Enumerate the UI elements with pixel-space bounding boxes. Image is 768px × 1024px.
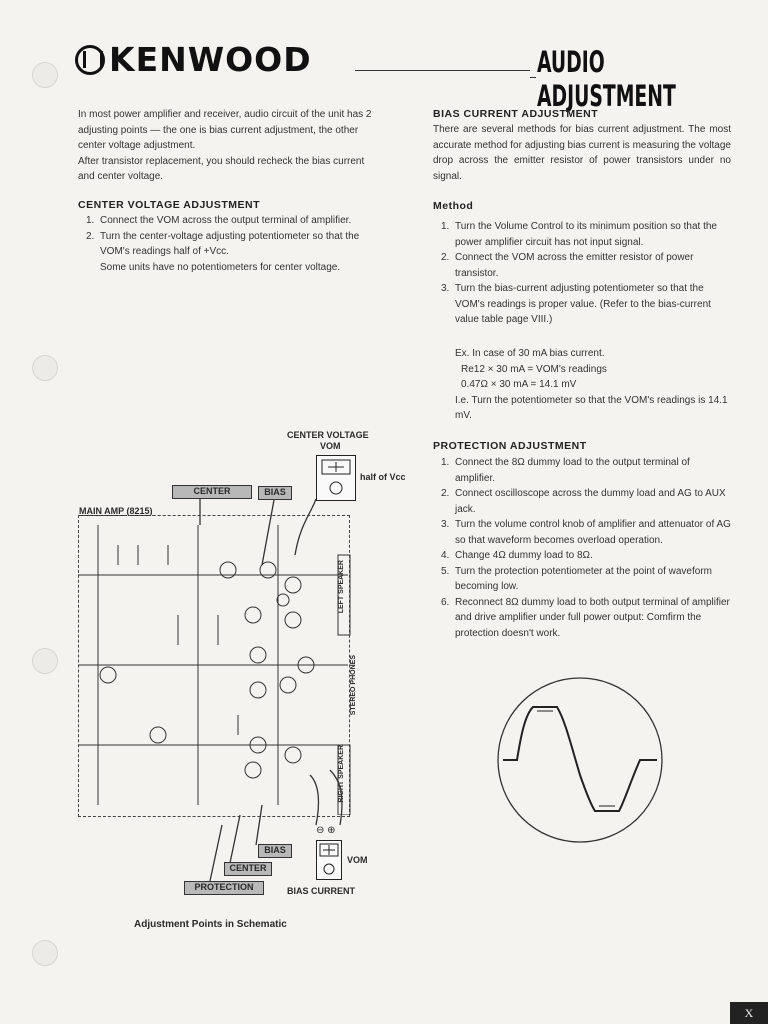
method-heading: Method: [433, 200, 474, 212]
example-line: 0.47Ω × 30 mA = 14.1 mV: [461, 379, 577, 390]
step-text: Connect oscilloscope across the dummy load and AG to AUX jack.: [455, 488, 726, 515]
center-voltage-steps: [80, 213, 378, 275]
list-item: [80, 229, 378, 260]
step-text: Turn the Volume Control to its minimum position so that the power amplifier circuit has not input signal.: [455, 221, 717, 248]
bias-tag-top: BIAS: [258, 486, 292, 500]
section-title: AUDIO ADJUSTMENT: [537, 45, 676, 113]
binder-hole: [32, 940, 58, 966]
bias-steps: [435, 219, 731, 328]
step-text: Connect the 8Ω dummy load to the output terminal of amplifier.: [455, 457, 690, 484]
example-line: Re12 × 30 mA = VOM's readings: [461, 363, 607, 375]
list-item: [435, 595, 731, 642]
meter-icon: [317, 456, 355, 500]
list-item: [80, 213, 378, 229]
step-text: Reconnect 8Ω dummy load to both output terminal of amplifier and drive amplifier under full power output: Comfirm the protection doesn't work.: [455, 596, 730, 639]
binder-hole: [32, 62, 58, 88]
step-text: Change 4Ω dummy load to 8Ω.: [455, 550, 593, 561]
center-voltage-label: CENTER VOLTAGE: [287, 430, 369, 440]
protection-heading: PROTECTION ADJUSTMENT: [433, 440, 587, 452]
right-speaker-label: RIGHT SPEAKER: [338, 745, 345, 803]
left-speaker-label: LEFT SPEAKER: [338, 560, 345, 614]
step-number: 6.: [441, 596, 450, 608]
step-text: Connect the VOM across the emitter resistor of power transistor.: [455, 252, 694, 279]
brand-logo: [75, 40, 312, 79]
step-number: 3.: [441, 283, 450, 294]
vom-label-bottom: VOM: [347, 855, 368, 865]
probe-terminals: ⊖ ⊕: [316, 825, 336, 836]
intro-paragraph: After transistor replacement, you should recheck the bias current and center voltage.: [78, 155, 365, 182]
page-marker: X: [730, 1002, 768, 1024]
example-line: I.e. Turn the potentiometer so that the VOM's readings is 14.1 mV.: [455, 394, 728, 421]
binder-hole: [32, 648, 58, 674]
bias-current-label: BIAS CURRENT: [287, 886, 356, 896]
vom-label-top: VOM: [320, 441, 341, 451]
half-vcc-label: half of Vcc: [360, 472, 406, 482]
example-line: Ex. In case of 30 mA bias current.: [455, 348, 605, 359]
step-number: 4.: [441, 550, 450, 561]
main-amp-label: MAIN AMP (8215): [79, 506, 153, 516]
oscilloscope-waveform-diagram: [495, 675, 665, 845]
bias-example: [455, 346, 731, 424]
intro-block: [78, 107, 378, 185]
list-item: [435, 250, 731, 281]
step-number: 2.: [441, 488, 450, 499]
bias-intro: There are several methods for bias current adjustment. The most accurate method for adjusting bias current is measuring the voltage drop across the emitter resistor of power transistors under no signal.: [433, 124, 731, 182]
header-rule: [355, 70, 530, 71]
list-item: [435, 219, 731, 250]
step-number: 3.: [441, 519, 450, 530]
protection-steps: [435, 455, 731, 641]
step-text: Connect the VOM across the output terminal of amplifier.: [100, 215, 352, 226]
clipped-waveform: [503, 707, 657, 811]
binder-hole: [32, 355, 58, 381]
bias-heading: BIAS CURRENT ADJUSTMENT: [433, 108, 599, 120]
center-tag-bottom: CENTER: [224, 862, 272, 876]
step-text: Turn the protection potentiometer at the point of waveform becoming low.: [455, 565, 712, 592]
connection-leads: [170, 495, 360, 885]
schematic-caption: Adjustment Points in Schematic: [134, 919, 287, 930]
protection-tag: PROTECTION: [184, 881, 264, 895]
step-text: Turn the volume control knob of amplifier and attenuator of AG so that waveform becomes overload operation.: [455, 519, 731, 546]
list-item: [435, 281, 731, 328]
list-item: [435, 455, 731, 486]
center-voltage-note: Some units have no potentiometers for center voltage.: [100, 261, 341, 273]
stereo-phones-label: STEREO PHONES: [350, 655, 357, 716]
step-text: Turn the center-voltage adjusting potentiometer so that the VOM's readings half of +Vcc.: [100, 230, 360, 257]
list-item: [435, 564, 731, 595]
list-item: [435, 486, 731, 517]
center-tag-top: CENTER: [172, 485, 252, 499]
step-number: 1.: [441, 457, 450, 468]
header-rule: [530, 77, 536, 78]
step-number: 5.: [441, 565, 450, 577]
step-number: 2.: [86, 230, 95, 242]
scope-screen: [498, 678, 662, 842]
brand-name: KENWOOD: [109, 40, 312, 79]
bias-tag-bottom: BIAS: [258, 844, 292, 858]
intro-paragraph: In most power amplifier and receiver, audio circuit of the unit has 2 adjusting points — the one is bias current adjustment, the other center voltage adjustment.: [78, 109, 372, 151]
step-text: Turn the bias-current adjusting potentiometer so that the VOM's readings is proper value. (Refer to the bias-current value table page VIII.): [455, 283, 711, 325]
list-item: [435, 548, 731, 564]
center-voltage-heading: CENTER VOLTAGE ADJUSTMENT: [78, 199, 261, 211]
step-number: 2.: [441, 252, 450, 263]
step-number: 1.: [441, 221, 450, 232]
kenwood-emblem-icon: [75, 45, 105, 75]
step-number: 1.: [86, 215, 95, 226]
list-item: [435, 517, 731, 548]
